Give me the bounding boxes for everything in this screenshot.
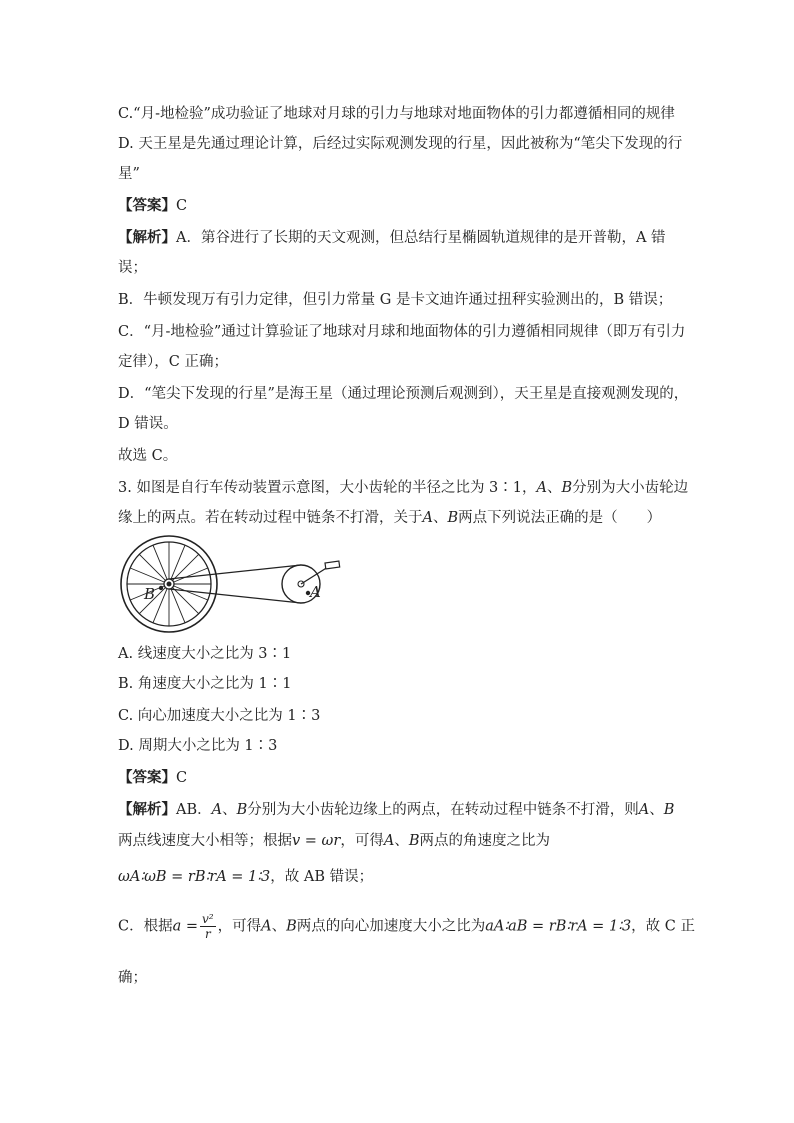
q3-ab2-a: 两点线速度大小相等；根据 xyxy=(118,833,292,849)
q3-analysis-c xyxy=(118,912,695,941)
point-a-label: A xyxy=(310,583,321,601)
var-a: A xyxy=(422,510,433,526)
point-b-label: B xyxy=(144,585,156,603)
var-b: B xyxy=(663,802,675,818)
q3-option-b: B. 角速度大小之比为 1∶1 xyxy=(118,676,292,692)
analysis-a1: A．第谷进行了长期的天文观测，但总结行星椭圆轨道规律的是开普勒，A 错 xyxy=(176,230,666,246)
q3-ab2-b: ，可得 xyxy=(340,833,384,849)
analysis-c1: C．“月-地检验”通过计算验证了地球对月球和地面物体的引力遵循相同规律（即万有引力 xyxy=(118,324,686,340)
q3-answer-tag: 【答案】 xyxy=(118,770,176,786)
var-a: A xyxy=(638,802,650,818)
var-b: B xyxy=(447,510,459,526)
answer-value: C xyxy=(176,198,188,214)
q3-ab2-c: 、 xyxy=(394,833,409,849)
fraction-numerator: v² xyxy=(202,912,214,926)
q3-c-a: C．根据 xyxy=(118,918,173,935)
q3-stem2-a: 缘上的两点。若在转动过程中链条不打滑，关于 xyxy=(118,510,423,526)
q3-ab1-c: 分别为大小齿轮边缘上的两点，在转动过程中链条不打滑，则 xyxy=(247,802,639,818)
analysis-a2: 误； xyxy=(118,260,147,276)
formula-fraction xyxy=(200,912,216,941)
var-a: A xyxy=(383,833,395,849)
analysis-line-a1 xyxy=(118,228,666,248)
q3-answer-line xyxy=(118,768,187,788)
q3-option-d: D. 周期大小之比为 1∶3 xyxy=(118,738,278,754)
q3-answer-value: C xyxy=(176,770,188,786)
q3-ab3-rest: ，故 AB 错误； xyxy=(270,869,374,885)
analysis-d1: D．“笔尖下发现的行星”是海王星（通过理论预测后观测到），天王星是直接观测发现的， xyxy=(118,386,689,402)
bicycle-transmission-figure xyxy=(118,535,348,635)
var-a: A xyxy=(211,802,223,818)
q3-analysis-ab3 xyxy=(118,867,373,887)
q3-stem-line1 xyxy=(118,478,688,498)
formula-v-omega-r: v = ωr xyxy=(292,833,341,849)
formula-a-lhs: a = xyxy=(172,918,199,935)
fraction-denominator: r xyxy=(204,927,211,941)
q3-option-a: A. 线速度大小之比为 3∶1 xyxy=(118,646,292,662)
option-d-line1: D. 天王星是先通过理论计算，后经过实际观测发现的行星，因此被称为“笔尖下发现的行 xyxy=(118,136,683,152)
q3-option-c: C. 向心加速度大小之比为 1∶3 xyxy=(118,708,321,724)
large-wheel xyxy=(121,536,217,632)
var-b: B xyxy=(561,480,573,496)
q3-stem1-c: 分别为大小齿轮边 xyxy=(572,480,689,496)
q3-analysis-ab1 xyxy=(118,800,674,820)
formula-accel-ratio: aA∶aB = rB∶rA = 1∶3 xyxy=(485,918,632,935)
q3-stem1-a: 3. 如图是自行车传动装置示意图，大小齿轮的半径之比为 3∶1， xyxy=(118,480,537,496)
analysis-b: B．牛顿发现万有引力定律，但引力常量 G 是卡文迪许通过扭秤实验测出的，B 错误； xyxy=(118,292,673,308)
q3-c-d: 两点的向心加速度大小之比为 xyxy=(296,918,486,935)
q3-stem2-b: 、 xyxy=(432,510,448,526)
q3-ab1-a: AB． xyxy=(176,802,212,818)
var-b: B xyxy=(236,802,248,818)
q3-c-b: ，可得 xyxy=(217,918,262,935)
analysis-tag: 【解析】 xyxy=(118,230,176,246)
var-a: A xyxy=(536,480,547,496)
var-b: B xyxy=(408,833,420,849)
q3-analysis-tag: 【解析】 xyxy=(118,802,176,818)
q3-stem1-b: 、 xyxy=(547,480,562,496)
answer-line xyxy=(118,196,187,216)
q3-analysis-ab2 xyxy=(118,831,550,851)
q3-stem2-c: 两点下列说法正确的是（ ） xyxy=(458,510,662,526)
option-d-line2: 星” xyxy=(118,166,140,182)
var-a: A xyxy=(261,918,272,935)
analysis-conclusion: 故选 C。 xyxy=(118,448,178,464)
point-b-dot xyxy=(159,586,163,590)
q3-analysis-c2: 确； xyxy=(118,970,147,986)
option-c: C.“月-地检验”成功验证了地球对月球的引力与地球对地面物体的引力都遵循相同的规律 xyxy=(118,106,675,122)
analysis-d2: D 错误。 xyxy=(118,416,178,432)
q3-stem-line2 xyxy=(118,508,661,528)
analysis-c2: 定律），C 正确； xyxy=(118,354,228,370)
formula-omega-ratio: ωA∶ωB = rB∶rA = 1∶3 xyxy=(118,869,271,885)
q3-ab1-d: 、 xyxy=(649,802,664,818)
q3-c-c: 、 xyxy=(271,918,287,935)
answer-tag: 【答案】 xyxy=(118,198,176,214)
q3-c-e: ，故 C 正 xyxy=(631,918,695,935)
q3-ab2-d: 两点的角速度之比为 xyxy=(419,833,550,849)
q3-ab1-b: 、 xyxy=(222,802,237,818)
var-b: B xyxy=(286,918,297,935)
